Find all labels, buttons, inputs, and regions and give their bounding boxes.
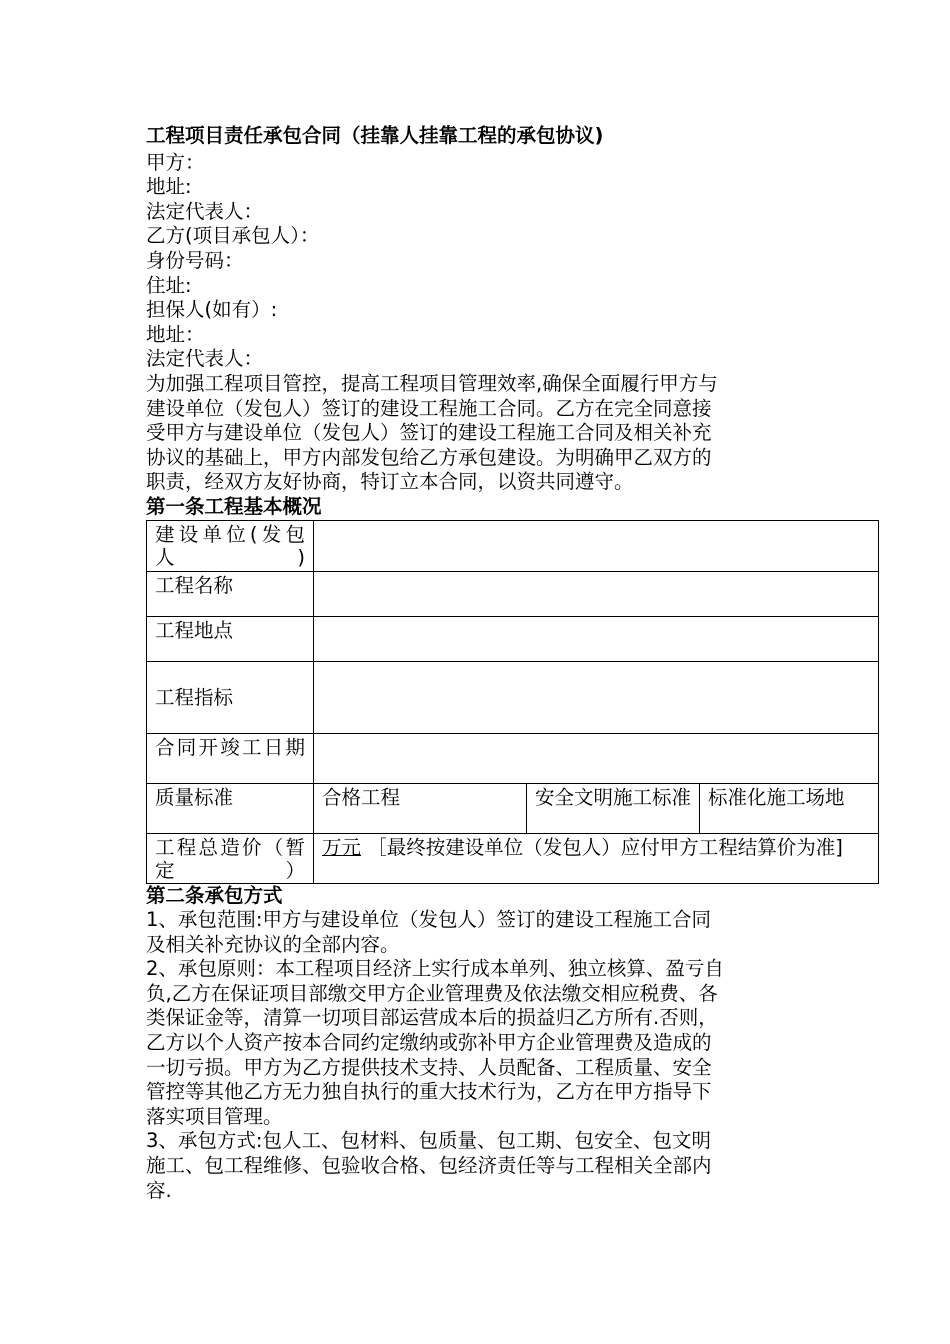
total-cost-unit: 万元 <box>322 835 362 859</box>
clause-line: 1、承包范围:甲方与建设单位（发包人）签订的建设工程施工合同 <box>146 908 711 932</box>
clause-line: 3、承包方式:包人工、包材料、包质量、包工期、包安全、包文明 <box>146 1129 711 1153</box>
section-2-item-principle <box>146 957 808 1129</box>
safety-value: 标准化施工场地 <box>700 783 879 833</box>
safety-label-cell <box>527 783 700 833</box>
party-party-b: 乙方(项目承包人）： <box>146 224 320 248</box>
intro-paragraph <box>146 372 808 495</box>
table-row <box>147 833 879 883</box>
project-name-label: 工程名称 <box>147 571 314 616</box>
owner-label-cell <box>147 520 314 571</box>
clause-line: 容. <box>146 1178 172 1202</box>
clause-line: 2、承包原则：本工程项目经济上实行成本单列、独立核算、盈亏自 <box>146 957 724 981</box>
party-party-a: 甲方： <box>146 150 205 174</box>
safety-label: 安全文明施工标准 <box>535 785 692 809</box>
section-2-item-scope <box>146 908 808 957</box>
owner-value-cell <box>314 520 879 571</box>
section-2-item-method <box>146 1129 808 1203</box>
intro-line: 受甲方与建设单位（发包人）签订的建设工程施工合同及相关补充 <box>146 421 712 445</box>
table-row <box>147 733 879 783</box>
clause-line: 管控等其他乙方无力独自执行的重大技术行为，乙方在甲方指导下 <box>146 1080 712 1104</box>
section-2-heading: 第二条承包方式 <box>146 883 283 907</box>
intro-line: 职责，经双方友好协商，特订立本合同，以资共同遵守。 <box>146 470 634 494</box>
party-b-id-number: 身份号码： <box>146 248 244 272</box>
project-indicators-label: 工程指标 <box>147 661 314 733</box>
guarantor-representative: 法定代表人： <box>146 347 264 371</box>
owner-label: 建设单位(发包人) <box>155 522 305 569</box>
intro-line: 建设单位（发包人）签订的建设工程施工合同。乙方在完全同意接 <box>146 396 712 420</box>
party-b-address: 住址: <box>146 273 192 297</box>
table-row <box>147 571 879 616</box>
quality-value: 合格工程 <box>314 783 527 833</box>
clause-line: 负,乙方在保证项目部缴交甲方企业管理费及依法缴交相应税费、各 <box>146 981 718 1005</box>
contract-dates-label: 合同开竣工日期 <box>155 735 305 759</box>
project-overview-table <box>146 520 879 884</box>
clause-line: 类保证金等，清算一切项目部运营成本后的损益归乙方所有.否则， <box>146 1006 718 1030</box>
quality-label: 质量标准 <box>147 783 314 833</box>
project-indicators-value-cell <box>314 661 879 733</box>
total-cost-label: 工程总造价（暂定） <box>155 835 305 882</box>
total-cost-note: ［最终按建设单位（发包人）应付甲方工程结算价为准] <box>367 835 843 859</box>
party-info <box>146 151 878 372</box>
total-cost-value-cell <box>314 833 879 883</box>
contract-body <box>146 124 878 1203</box>
table-row <box>147 661 879 733</box>
total-cost-label-cell <box>147 833 314 883</box>
party-a-address: 地址: <box>146 175 192 199</box>
table-row <box>147 520 879 571</box>
intro-line: 协议的基础上，甲方内部发包给乙方承包建设。为明确甲乙双方的 <box>146 445 712 469</box>
section-1-heading: 第一条工程基本概况 <box>146 494 322 518</box>
table-row <box>147 783 879 833</box>
contract-dates-value-cell <box>314 733 879 783</box>
clause-line: 一切亏损。甲方为乙方提供技术支持、人员配备、工程质量、安全 <box>146 1055 712 1079</box>
guarantor-address: 地址： <box>146 322 205 346</box>
clause-line: 乙方以个人资产按本合同约定缴纳或弥补甲方企业管理费及造成的 <box>146 1031 712 1055</box>
clause-line: 落实项目管理。 <box>146 1104 283 1128</box>
project-location-value-cell <box>314 616 879 661</box>
party-a-representative: 法定代表人： <box>146 199 264 223</box>
table-row <box>147 616 879 661</box>
guarantor: 担保人(如有）: <box>146 298 278 322</box>
clause-line: 施工、包工程维修、包验收合格、包经济责任等与工程相关全部内 <box>146 1154 712 1178</box>
project-location-label: 工程地点 <box>147 616 314 661</box>
contract-dates-label-cell <box>147 733 314 783</box>
intro-line: 为加强工程项目管控，提高工程项目管理效率,确保全面履行甲方与 <box>146 371 718 395</box>
contract-title: 工程项目责任承包合同（挂靠人挂靠工程的承包协议) <box>146 124 604 147</box>
project-name-value-cell <box>314 571 879 616</box>
clause-line: 及相关补充协议的全部内容。 <box>146 932 400 956</box>
